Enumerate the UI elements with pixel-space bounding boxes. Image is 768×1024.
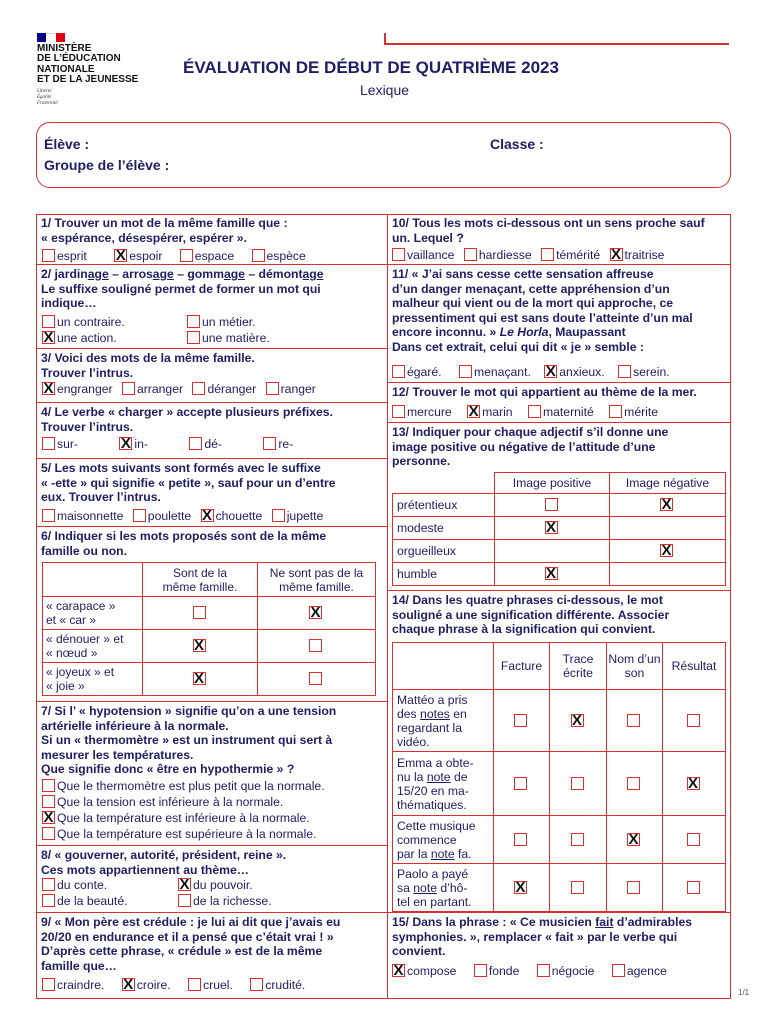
q7-checkbox-d[interactable] xyxy=(42,827,55,840)
q15-checkbox-negocie[interactable] xyxy=(537,964,550,977)
q10-checkbox-traitrise[interactable] xyxy=(610,248,623,261)
q14-table: Facture Trace écrite Nom d’un son Résultat Mattéo a pris des notes en regardant la vidéo. X Emma a obte- nu la note de 15/20 en ma- thématiques. X Cette musique commence par la note fa. X Paolo a payé sa note d’hô- tel en partant. X xyxy=(392,642,726,912)
q3-checkbox-arranger[interactable] xyxy=(122,382,135,395)
q4-checkbox-sur[interactable] xyxy=(42,437,55,450)
question-3: 3/ Voici des mots de la même famille. Trouver l’intrus. xyxy=(36,348,388,402)
q14-r2-son[interactable] xyxy=(627,777,640,790)
q2-checkbox-contraire[interactable] xyxy=(42,315,55,328)
q7-checkbox-c[interactable] xyxy=(42,811,55,824)
question-4: 4/ Le verbe « charger » accepte plusieurs préfixes. Trouver l’intrus. xyxy=(36,402,388,458)
page-number: 1/1 xyxy=(738,988,750,997)
q13-r4-positive[interactable] xyxy=(545,567,558,580)
q15-checkbox-compose[interactable] xyxy=(392,964,405,977)
q5-checkbox-chouette[interactable] xyxy=(201,509,214,522)
page-subtitle: Lexique xyxy=(360,82,410,98)
q14-r4-son[interactable] xyxy=(627,881,640,894)
q10-checkbox-hardiesse[interactable] xyxy=(464,248,477,261)
q14-r1-facture[interactable] xyxy=(514,714,527,727)
q2-checkbox-matiere[interactable] xyxy=(187,331,200,344)
q14-r4-resultat[interactable] xyxy=(687,881,700,894)
question-15: 15/ Dans la phrase : « Ce musicien fait d’admirables symphonies. », remplacer « fait » par le verbe qui convient. xyxy=(387,912,731,999)
q7-checkbox-a[interactable] xyxy=(42,779,55,792)
q10-checkbox-temerite[interactable] xyxy=(541,248,554,261)
q3-checkbox-deranger[interactable] xyxy=(192,382,205,395)
q2-checkbox-metier[interactable] xyxy=(187,315,200,328)
q6-r2-same[interactable] xyxy=(193,639,206,652)
q12-checkbox-maternite[interactable] xyxy=(528,405,541,418)
q6-table: Sont de la même famille. Ne sont pas de la même famille. « carapace » et « car » X « dénouer » et « nœud » X « joyeux » et « joie » X xyxy=(42,562,376,696)
page-title: ÉVALUATION DE DÉBUT DE QUATRIÈME 2023 xyxy=(183,58,559,77)
q6-r3-not-same[interactable] xyxy=(309,672,322,685)
q1-checkbox-espace[interactable] xyxy=(180,249,193,262)
question-10: 10/ Tous les mots ci-dessous ont un sens proche sauf un. Lequel ? xyxy=(392,216,705,245)
q6-r1-not-same[interactable] xyxy=(309,606,322,619)
q6-r3-same[interactable] xyxy=(193,672,206,685)
q15-checkbox-agence[interactable] xyxy=(612,964,625,977)
q14-r4-trace[interactable] xyxy=(571,881,584,894)
q14-r1-trace[interactable] xyxy=(571,714,584,727)
q14-r2-facture[interactable] xyxy=(514,777,527,790)
q2-checkbox-action[interactable] xyxy=(42,331,55,344)
q6-r2-not-same[interactable] xyxy=(309,639,322,652)
q13-r3-negative[interactable] xyxy=(660,544,673,557)
q14-r3-trace[interactable] xyxy=(571,833,584,846)
q4-checkbox-re[interactable] xyxy=(263,437,276,450)
question-14: 14/ Dans les quatre phrases ci-dessous, le mot souligné a une signification différente. Associer chaque phrase à la signification qui convient. xyxy=(387,590,731,912)
question-6: 6/ Indiquer si les mots proposés sont de la même famille ou non. xyxy=(36,526,388,701)
q9-checkbox-crudite[interactable] xyxy=(250,978,263,991)
question-13: 13/ Indiquer pour chaque adjectif s’il donne une image positive ou négative de l’attitude d’une personne. xyxy=(387,422,731,590)
q3-checkbox-engranger[interactable] xyxy=(42,382,55,395)
q11-checkbox-serein[interactable] xyxy=(618,365,631,378)
q12-checkbox-marin[interactable] xyxy=(467,405,480,418)
question-9: 9/ « Mon père est crédule : je lui ai dit que j’avais eu 20/20 en endurance et il a pensé que c’était vrai ! » D’après cette phrase, « crédule » est de la même famille que… xyxy=(36,912,388,999)
q14-r3-resultat[interactable] xyxy=(687,833,700,846)
q11-checkbox-egare[interactable] xyxy=(392,365,405,378)
question-7: 7/ Si l’ « hypotension » signifie qu’on a une tension artérielle inférieure à la normale. Si un « thermomètre » est un instrument qui sert à mesurer les températures. Que signifie donc « être en hypothermie » ? xyxy=(36,701,388,845)
q8-checkbox-conte[interactable] xyxy=(42,878,55,891)
q3-checkbox-ranger[interactable] xyxy=(266,382,279,395)
ministry-name: MINISTÈRE DE L’ÉDUCATION NATIONALE ET DE LA JEUNESSE xyxy=(37,43,139,86)
q14-r3-son[interactable] xyxy=(627,833,640,846)
q14-r4-facture[interactable] xyxy=(514,881,527,894)
student-info-box xyxy=(36,122,731,188)
question-8: 8/ « gouverner, autorité, président, reine ». Ces mots appartiennent au thème… xyxy=(36,845,388,912)
q12-checkbox-mercure[interactable] xyxy=(392,405,405,418)
q12-checkbox-merite[interactable] xyxy=(609,405,622,418)
question-5: 5/ Les mots suivants sont formés avec le suffixe « -ette » qui signifie « petite », sauf pour un d’entre eux. Trouver l’intrus. xyxy=(36,458,388,526)
q8-checkbox-beaute[interactable] xyxy=(42,894,55,907)
q5-checkbox-poulette[interactable] xyxy=(133,509,146,522)
q5-checkbox-jupette[interactable] xyxy=(272,509,285,522)
q15-checkbox-fonde[interactable] xyxy=(474,964,487,977)
eleve-label: Élève : xyxy=(44,136,90,152)
republic-motto: Liberté Égalité Fraternité xyxy=(37,89,58,106)
flag-logo xyxy=(37,33,65,42)
q1-checkbox-espece[interactable] xyxy=(252,249,265,262)
q8-checkbox-pouvoir[interactable] xyxy=(178,878,191,891)
q1-checkbox-espoir[interactable] xyxy=(114,249,127,262)
q13-table: Image positive Image négative prétentieux X modeste X orgueilleux X humble X xyxy=(392,472,726,586)
q4-checkbox-de[interactable] xyxy=(189,437,202,450)
q9-checkbox-craindre[interactable] xyxy=(42,978,55,991)
q14-r2-resultat[interactable] xyxy=(687,777,700,790)
q14-r1-son[interactable] xyxy=(627,714,640,727)
q13-r1-negative[interactable] xyxy=(660,498,673,511)
classe-label: Classe : xyxy=(490,136,544,152)
q6-r1-same[interactable] xyxy=(193,606,206,619)
q1-checkbox-esprit[interactable] xyxy=(42,249,55,262)
q7-checkbox-b[interactable] xyxy=(42,795,55,808)
q4-checkbox-in[interactable] xyxy=(119,437,132,450)
question-12: 12/ Trouver le mot qui appartient au thème de la mer. xyxy=(387,382,731,422)
q13-r2-positive[interactable] xyxy=(545,521,558,534)
question-11: 11/ « J’ai sans cesse cette sensation affreuse d’un danger menaçant, cette appréhension d’un malheur qui vient ou de la mort qui approche, ce pressentiment qui est sans doute l’atteinte d’un mal encore inconnu. » Le Horla, Maupassant Dans cet extrait, celui qui dit « je » semble : xyxy=(387,264,731,382)
question-2: 2/ jardinage – arrosage – gommage – démontage Le suffixe souligné permet de former un mot qui indique… xyxy=(36,264,388,348)
question-1: 1/ Trouver un mot de la même famille que : « espérance, désespérer, espérer ». xyxy=(41,216,288,245)
q14-r3-facture[interactable] xyxy=(514,833,527,846)
q13-r1-positive[interactable] xyxy=(545,498,558,511)
groupe-label: Groupe de l’élève : xyxy=(44,157,170,173)
q11-checkbox-menacant[interactable] xyxy=(459,365,472,378)
q5-checkbox-maisonnette[interactable] xyxy=(42,509,55,522)
q11-checkbox-anxieux[interactable] xyxy=(544,365,557,378)
q10-checkbox-vaillance[interactable] xyxy=(392,248,405,261)
q9-checkbox-croire[interactable] xyxy=(122,978,135,991)
q14-r2-trace[interactable] xyxy=(571,777,584,790)
q8-checkbox-richesse[interactable] xyxy=(178,894,191,907)
q6-row-label: « carapace » et « car » xyxy=(43,597,143,630)
q9-checkbox-cruel[interactable] xyxy=(188,978,201,991)
q14-r1-resultat[interactable] xyxy=(687,714,700,727)
